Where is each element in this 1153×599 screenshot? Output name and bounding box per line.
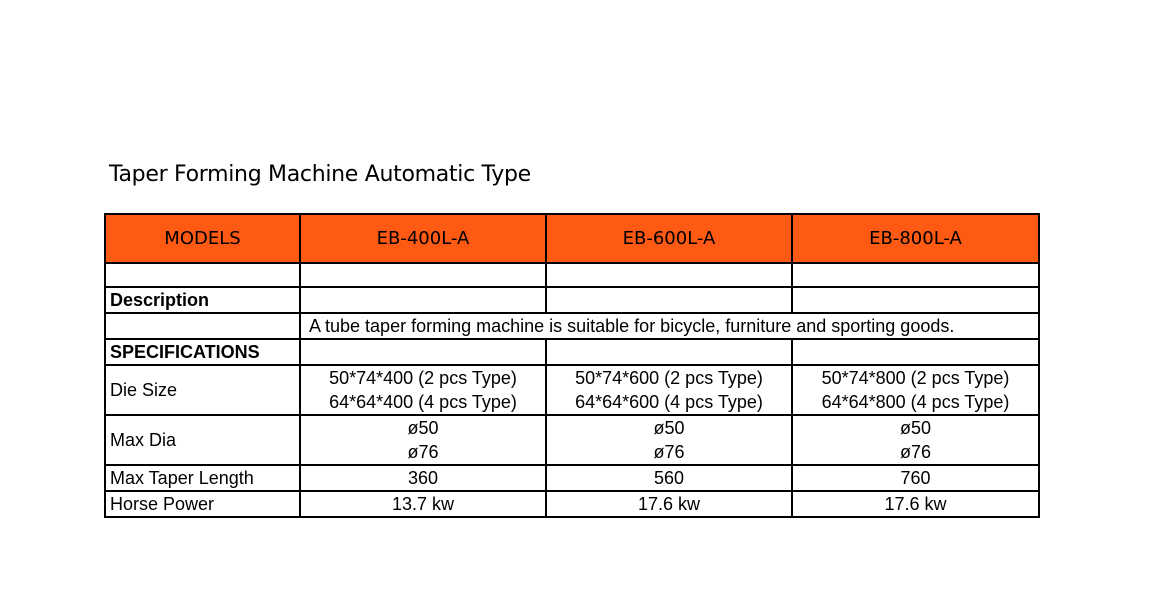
model-header-3: EB-800L-A xyxy=(792,214,1039,263)
model-header-2: EB-600L-A xyxy=(546,214,792,263)
description-label: Description xyxy=(105,287,300,313)
horse-power-row xyxy=(105,491,1039,517)
blank-cell xyxy=(105,263,300,287)
blank-cell xyxy=(546,339,792,365)
max-taper-length-value-3: 760 xyxy=(792,465,1039,491)
description-text: A tube taper forming machine is suitable for bicycle, furniture and sporting goods. xyxy=(300,313,1039,339)
die-size-line: 50*74*800 (2 pcs Type) xyxy=(821,368,1010,388)
max-dia-row xyxy=(105,415,1039,465)
die-size-value-2 xyxy=(546,365,792,415)
blank-cell xyxy=(792,287,1039,313)
die-size-value-1 xyxy=(300,365,546,415)
blank-cell xyxy=(300,339,546,365)
max-dia-line: ø76 xyxy=(407,442,439,462)
specifications-label-row xyxy=(105,339,1039,365)
blank-cell xyxy=(792,339,1039,365)
die-size-line: 50*74*600 (2 pcs Type) xyxy=(575,368,763,388)
horse-power-value-1: 13.7 kw xyxy=(300,491,546,517)
page-title: Taper Forming Machine Automatic Type xyxy=(109,162,531,187)
max-dia-value-1 xyxy=(300,415,546,465)
model-header-1: EB-400L-A xyxy=(300,214,546,263)
blank-cell xyxy=(300,287,546,313)
blank-cell xyxy=(546,263,792,287)
blank-cell xyxy=(792,263,1039,287)
specifications-label: SPECIFICATIONS xyxy=(105,339,300,365)
spec-table xyxy=(104,213,1040,518)
max-dia-label: Max Dia xyxy=(105,415,300,465)
max-dia-value-2 xyxy=(546,415,792,465)
max-dia-line: ø50 xyxy=(899,418,932,438)
blank-cell xyxy=(105,313,300,339)
max-dia-value-3 xyxy=(792,415,1039,465)
max-dia-line: ø50 xyxy=(407,418,439,438)
die-size-value-3 xyxy=(792,365,1039,415)
blank-cell xyxy=(546,287,792,313)
header-row xyxy=(105,214,1039,263)
max-taper-length-row xyxy=(105,465,1039,491)
die-size-line: 50*74*400 (2 pcs Type) xyxy=(329,368,517,388)
die-size-line: 64*64*400 (4 pcs Type) xyxy=(329,392,517,412)
die-size-line: 64*64*800 (4 pcs Type) xyxy=(821,392,1010,412)
horse-power-value-3: 17.6 kw xyxy=(792,491,1039,517)
max-taper-length-value-2: 560 xyxy=(546,465,792,491)
max-dia-line: ø76 xyxy=(899,442,932,462)
max-taper-length-label: Max Taper Length xyxy=(105,465,300,491)
max-taper-length-value-1: 360 xyxy=(300,465,546,491)
max-dia-line: ø76 xyxy=(653,442,685,462)
die-size-label: Die Size xyxy=(105,365,300,415)
die-size-row xyxy=(105,365,1039,415)
horse-power-value-2: 17.6 kw xyxy=(546,491,792,517)
die-size-line: 64*64*600 (4 pcs Type) xyxy=(575,392,763,412)
max-dia-line: ø50 xyxy=(653,418,685,438)
horse-power-label: Horse Power xyxy=(105,491,300,517)
description-text-row xyxy=(105,313,1039,339)
models-header: MODELS xyxy=(105,214,300,263)
blank-cell xyxy=(300,263,546,287)
blank-row xyxy=(105,263,1039,287)
description-label-row xyxy=(105,287,1039,313)
